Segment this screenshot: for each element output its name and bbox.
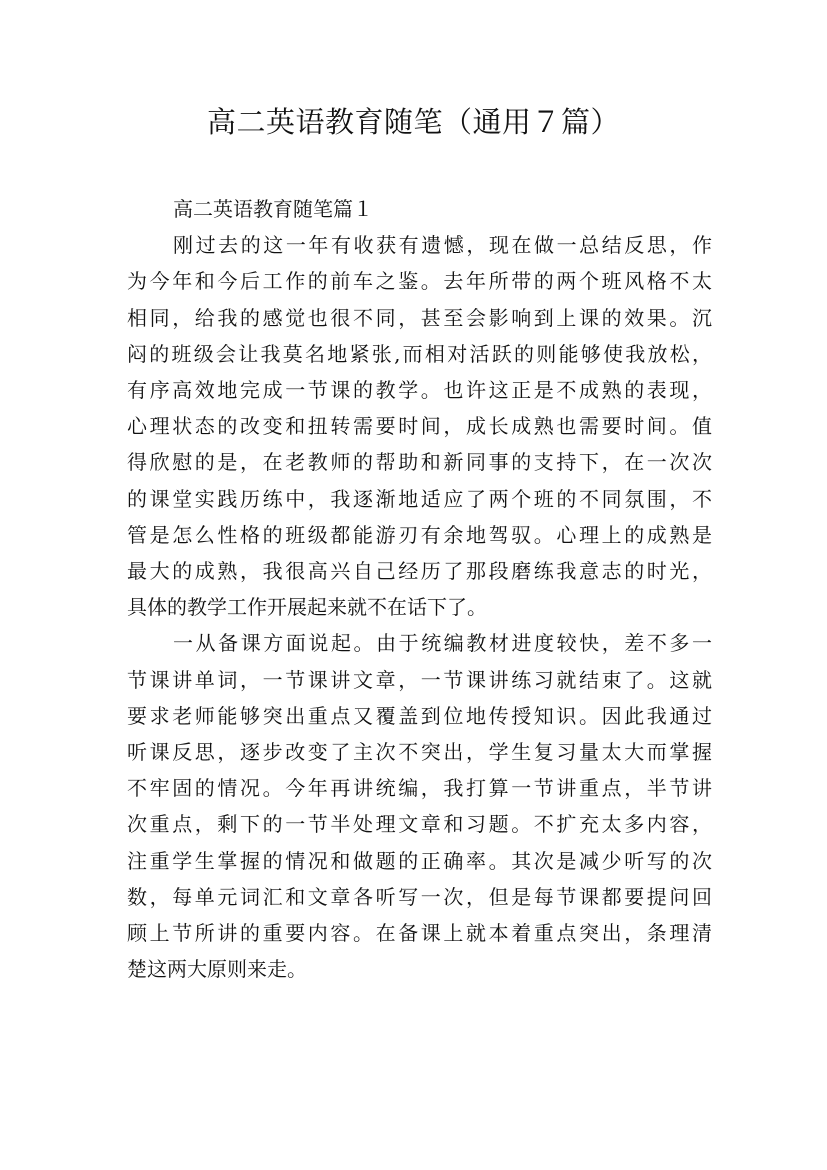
text-line: 一从备课方面说起。由于统编教材进度较快，差不多一 [173, 631, 712, 656]
text-line: 得欣慰的是，在老教师的帮助和新同事的支持下，在一次次 [127, 450, 712, 475]
document-body [127, 191, 712, 987]
text-line: 要求老师能够突出重点又覆盖到位地传授知识。因此我通过 [127, 703, 712, 728]
text-line: 次重点，剩下的一节半处理文章和习题。不扩充太多内容， [127, 812, 712, 837]
paragraph [127, 625, 712, 987]
text-line: 闷的班级会让我莫名地紧张,而相对活跃的则能够使我放松， [127, 341, 712, 366]
text-line: 的课堂实践历练中，我逐渐地适应了两个班的不同氛围，不 [127, 486, 712, 511]
text-line: 刚过去的这一年有收获有遗憾，现在做一总结反思，作 [173, 233, 712, 258]
text-line: 听课反思，逐步改变了主次不突出，学生复习量太大而掌握 [127, 740, 712, 765]
text-line: 相同，给我的感觉也很不同，甚至会影响到上课的效果。沉 [127, 305, 712, 330]
text-line: 有序高效地完成一节课的教学。也许这正是不成熟的表现， [127, 378, 712, 403]
text-line: 具体的教学工作开展起来就不在话下了。 [127, 595, 487, 620]
text-line: 注重学生掌握的情况和做题的正确率。其次是减少听写的次 [127, 848, 712, 873]
text-line: 为今年和今后工作的前车之鉴。去年所带的两个班风格不太 [127, 269, 712, 294]
text-line: 最大的成熟，我很高兴自己经历了那段磨练我意志的时光， [127, 559, 712, 584]
text-line: 顾上节所讲的重要内容。在备课上就本着重点突出，条理清 [127, 921, 712, 946]
document-title: 高二英语教育随笔（通用７篇） [206, 105, 620, 139]
text-line: 节课讲单词，一节课讲文章，一节课讲练习就结束了。这就 [127, 667, 712, 692]
text-line: 数，每单元词汇和文章各听写一次，但是每节课都要提问回 [127, 884, 712, 909]
text-line: 不牢固的情况。今年再讲统编，我打算一节讲重点，半节讲 [127, 776, 712, 801]
section-heading: 高二英语教育随笔篇１ [173, 197, 373, 221]
text-line: 楚这两大原则来走。 [127, 957, 307, 982]
text-line: 心理状态的改变和扭转需要时间，成长成熟也需要时间。值 [127, 414, 712, 439]
text-line: 管是怎么性格的班级都能游刃有余地驾驭。心理上的成熟是 [127, 522, 712, 547]
paragraph [127, 227, 712, 625]
